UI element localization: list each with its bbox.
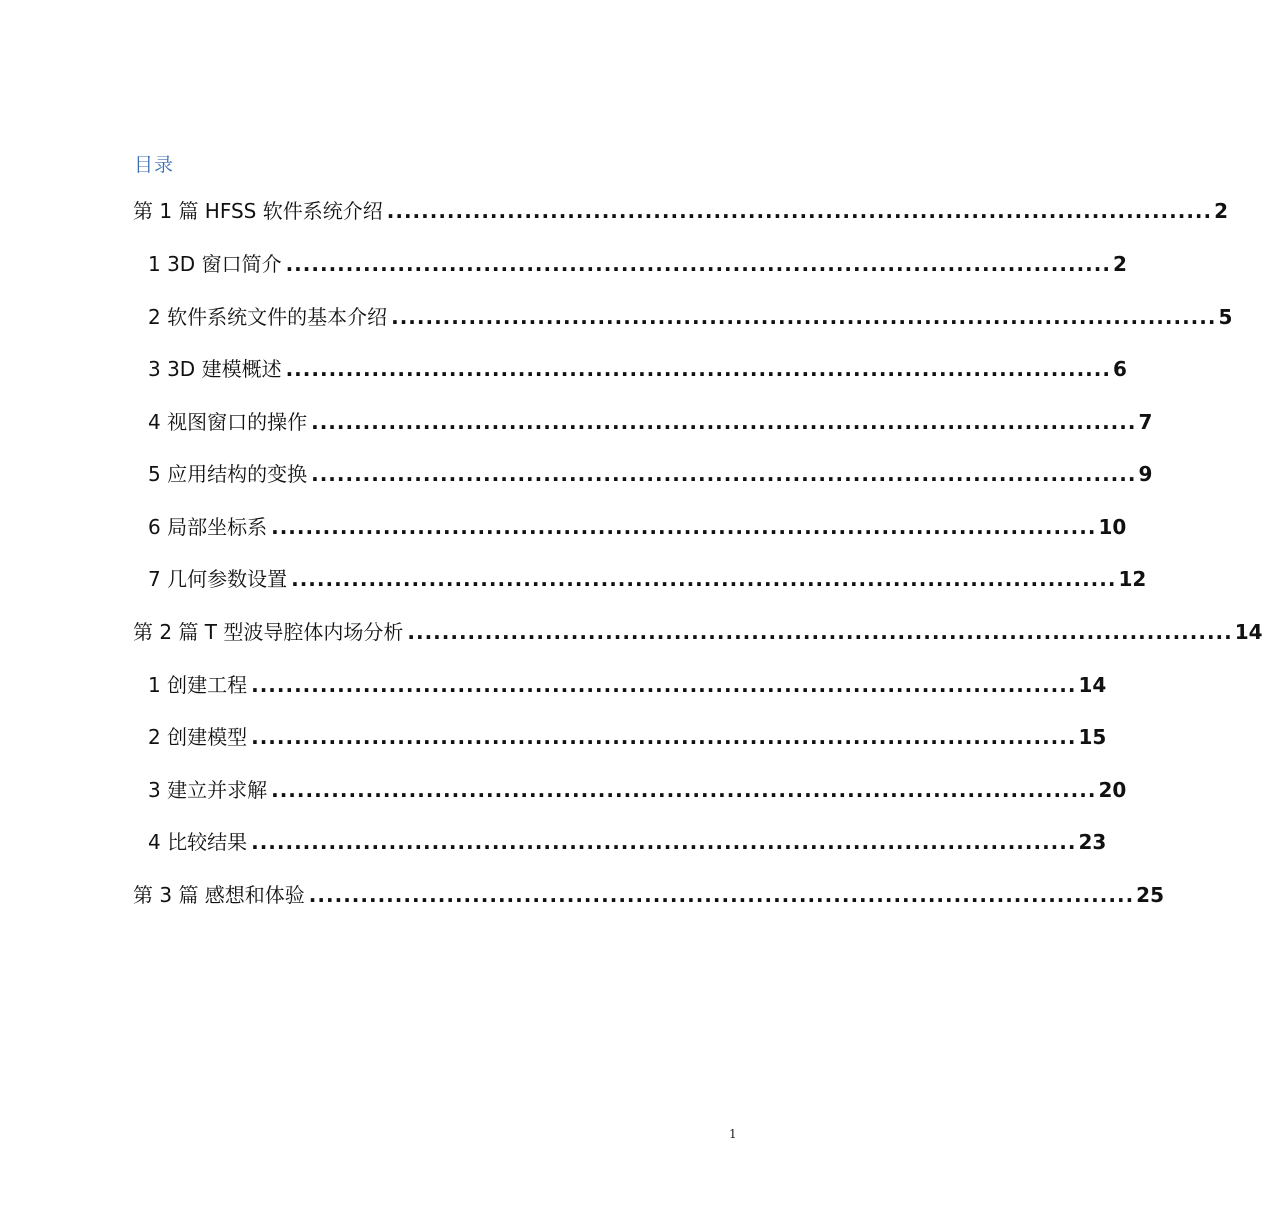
toc-entry-label: 2 创建模型 <box>148 725 248 749</box>
toc-entry-page: 14 <box>1078 673 1107 697</box>
toc-entry-page: 23 <box>1078 830 1107 854</box>
toc-title: 目录 <box>134 154 175 176</box>
toc-entry[interactable] <box>148 299 1233 335</box>
toc-leader-dots: ................................................................................................ <box>271 778 1097 802</box>
toc-entry-label: 7 几何参数设置 <box>148 567 288 591</box>
toc-leader-dots: ................................................................................................ <box>251 830 1077 854</box>
toc-entry[interactable] <box>148 404 1153 440</box>
toc-entry[interactable] <box>148 824 1107 860</box>
toc-entry[interactable] <box>133 193 1229 229</box>
toc-leader-dots: ................................................................................................ <box>311 410 1137 434</box>
toc-leader-dots: ................................................................................................ <box>271 515 1097 539</box>
toc-leader-dots: ................................................................................................ <box>386 199 1213 223</box>
toc-leader-dots: ................................................................................................ <box>251 725 1077 749</box>
toc-entry[interactable] <box>148 772 1127 808</box>
toc-entry[interactable] <box>148 246 1127 282</box>
toc-entry[interactable] <box>148 667 1107 703</box>
toc-entry-label: 4 比较结果 <box>148 830 248 854</box>
toc-entry-page: 9 <box>1138 462 1153 486</box>
toc-entry-page: 15 <box>1078 725 1107 749</box>
page-number: 1 <box>729 1127 737 1141</box>
toc-entry-label: 2 软件系统文件的基本介绍 <box>148 305 388 329</box>
toc-leader-dots: ................................................................................................ <box>251 673 1077 697</box>
toc-leader-dots: ................................................................................................ <box>308 883 1135 907</box>
toc-entry[interactable] <box>133 877 1165 913</box>
toc-leader-dots: ................................................................................................ <box>291 567 1117 591</box>
toc-leader-dots: ................................................................................................ <box>391 305 1217 329</box>
toc-entry-page: 6 <box>1112 357 1127 381</box>
toc-entry-label: 5 应用结构的变换 <box>148 462 308 486</box>
toc-entry-label: 第 1 篇 HFSS 软件系统介绍 <box>133 199 383 223</box>
toc-entry-label: 4 视图窗口的操作 <box>148 410 308 434</box>
toc-entry-label: 1 3D 窗口简介 <box>148 252 282 276</box>
toc-entry-label: 3 3D 建模概述 <box>148 357 282 381</box>
toc-entry-page: 2 <box>1112 252 1127 276</box>
toc-entry-page: 7 <box>1138 410 1153 434</box>
toc-entry[interactable] <box>148 509 1127 545</box>
toc-entry-page: 20 <box>1098 778 1127 802</box>
toc-entry-page: 2 <box>1214 199 1229 223</box>
toc-leader-dots: ................................................................................................ <box>285 252 1111 276</box>
toc-entry[interactable] <box>148 719 1107 755</box>
toc-entry-page: 10 <box>1098 515 1127 539</box>
toc-entry-label: 3 建立并求解 <box>148 778 268 802</box>
toc-entry-page: 25 <box>1136 883 1165 907</box>
toc-entry-page: 12 <box>1118 567 1147 591</box>
toc-entry-label: 6 局部坐标系 <box>148 515 268 539</box>
toc-entry[interactable] <box>148 351 1127 387</box>
toc-entry[interactable] <box>148 561 1147 597</box>
toc-entry-page: 5 <box>1218 305 1233 329</box>
toc-leader-dots: ................................................................................................ <box>285 357 1111 381</box>
toc-entry-label: 第 3 篇 感想和体验 <box>133 883 305 907</box>
toc-leader-dots: ................................................................................................ <box>407 620 1233 644</box>
toc-entry-label: 1 创建工程 <box>148 673 248 697</box>
toc-leader-dots: ................................................................................................ <box>311 462 1137 486</box>
toc-entry-page: 14 <box>1234 620 1263 644</box>
toc-entry[interactable] <box>148 456 1153 492</box>
toc-entry-label: 第 2 篇 T 型波导腔体内场分析 <box>133 620 404 644</box>
toc-entry[interactable] <box>133 614 1263 650</box>
